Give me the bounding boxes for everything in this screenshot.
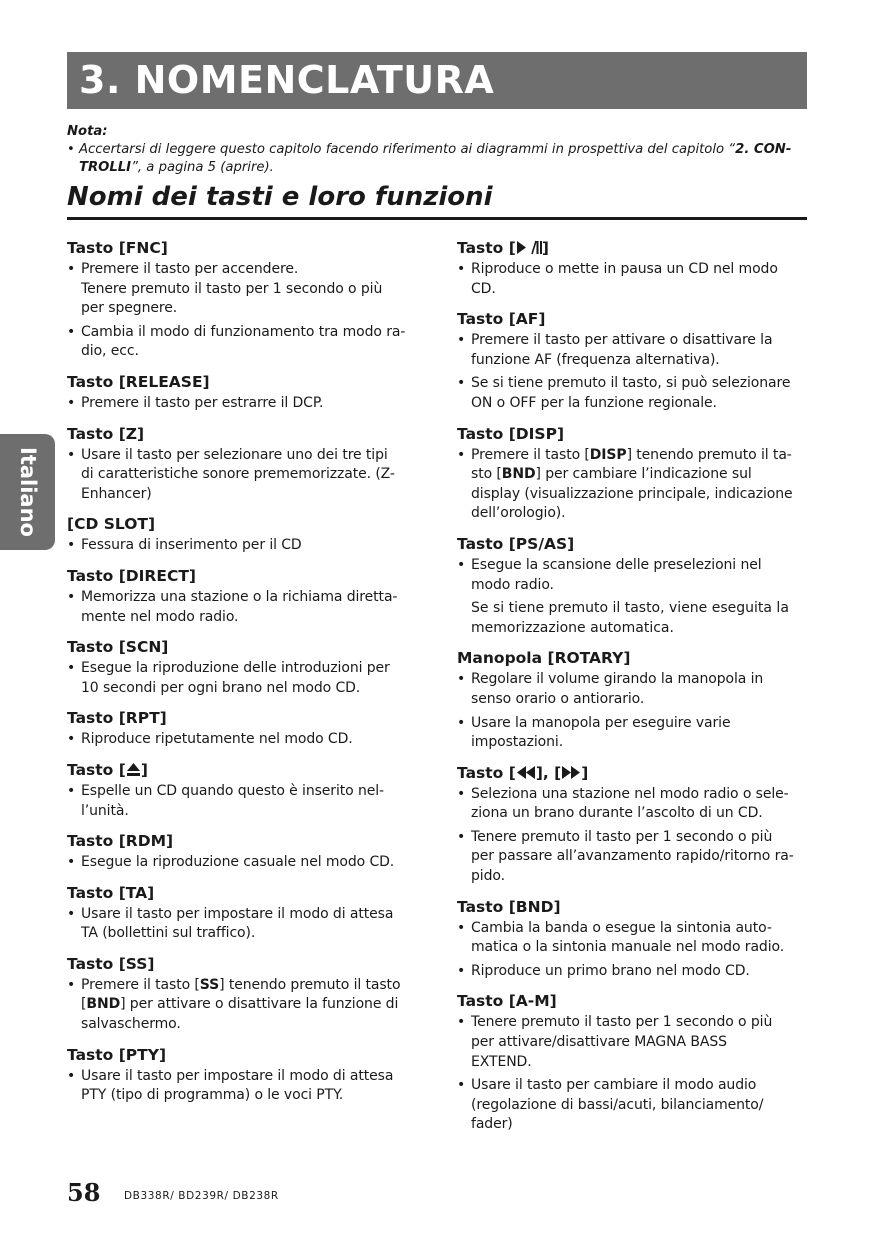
bullet: • Riproduce o mette in pausa un CD nel modo CD. — [457, 260, 809, 299]
entry-title: Tasto [SCN] — [67, 638, 169, 657]
entry-direct — [67, 565, 417, 627]
bullet: • Riproduce ripetutamente nel modo CD. — [67, 730, 417, 750]
entry-rpt — [67, 707, 417, 750]
bullet: • Regolare il volume girando la manopola in senso orario o antiorario. — [457, 670, 809, 709]
entry-ss — [67, 953, 417, 1035]
entry-title: Manopola [ROTARY] — [457, 649, 631, 668]
entry-fnc — [67, 237, 417, 362]
eject-icon — [126, 762, 141, 777]
bullet: • Premere il tasto per estrarre il DCP. — [67, 394, 417, 414]
fast-forward-icon — [561, 765, 581, 780]
bullet: • Cambia il modo di funzionamento tra modo ra- dio, ecc. — [67, 323, 417, 362]
entry-scn — [67, 636, 417, 698]
entry-rotary — [457, 647, 809, 752]
rewind-icon — [516, 765, 536, 780]
entry-disp — [457, 423, 809, 524]
note-title: Nota: — [67, 124, 108, 139]
entry-title: [CD SLOT] — [67, 515, 156, 534]
entry-cd-slot — [67, 513, 417, 556]
entry-title: Tasto [RDM] — [67, 832, 174, 851]
entry-title: Tasto [PS/AS] — [457, 534, 575, 553]
entry-title: Tasto [RELEASE] — [67, 372, 210, 391]
continuation-text: Se si tiene premuto il tasto, viene eseguita la memorizzazione automatica. — [471, 600, 789, 636]
bullet: • Se si tiene premuto il tasto, si può selezionare ON o OFF per la funzione regionale. — [457, 374, 809, 413]
entry-release — [67, 371, 417, 414]
bullet: • Espelle un CD quando questo è inserito nel- l’unità. — [67, 782, 417, 821]
bullet: • Esegue la riproduzione delle introduzioni per 10 secondi per ogni brano nel modo CD. — [67, 659, 417, 698]
bullet: • Memorizza una stazione o la richiama diretta- mente nel modo radio. — [67, 588, 417, 627]
entry-bnd — [457, 896, 809, 982]
entry-ps-as — [457, 533, 809, 638]
play-pause-icon — [516, 240, 542, 255]
entry-a-m — [457, 990, 809, 1135]
right-column — [457, 237, 809, 1144]
entry-title: Tasto [PTY] — [67, 1045, 167, 1064]
left-column — [67, 237, 417, 1115]
entry-play-pause — [457, 237, 809, 299]
entry-title: Tasto [DISP] — [457, 424, 565, 443]
bullet: • Premere il tasto [DISP] tenendo premuto il ta- sto [BND] per cambiare l’indicazione sul display (visualizzazione principale, indicazione dell’orologio). — [457, 446, 809, 524]
bullet: • Premere il tasto [SS] tenendo premuto il tasto [BND] per attivare o disattivare la funzione di salvaschermo. — [67, 976, 417, 1035]
entry-title: Tasto [Z] — [67, 424, 145, 443]
section-title: Nomi dei tasti e loro funzioni — [67, 180, 807, 220]
bullet: • Usare il tasto per cambiare il modo audio (regolazione di bassi/acuti, bilanciamento/ fader) — [457, 1076, 809, 1135]
bullet: • Usare il tasto per selezionare uno dei tre tipi di caratteristiche sonore prememorizzate. (Z- Enhancer) — [67, 446, 417, 505]
entry-title: Tasto [RPT] — [67, 709, 167, 728]
entry-title: Tasto [AF] — [457, 310, 546, 329]
entry-title: Tasto [BND] — [457, 897, 561, 916]
entry-title: Tasto [DIRECT] — [67, 566, 196, 585]
bullet: • Tenere premuto il tasto per 1 secondo o più per passare all’avanzamento rapido/ritorno ra- pido. — [457, 828, 809, 887]
chapter-header: 3. NOMENCLATURA — [67, 52, 807, 109]
entry-pty — [67, 1044, 417, 1106]
bullet: • Cambia la banda o esegue la sintonia auto- matica o la sintonia manuale nel modo radio. — [457, 919, 809, 958]
entry-title: Tasto [ ] — [457, 239, 549, 257]
language-tab — [0, 434, 55, 550]
entry-ta — [67, 882, 417, 944]
bullet: • Fessura di inserimento per il CD — [67, 536, 417, 556]
bullet: • Usare il tasto per impostare il modo di attesa TA (bollettini sul traffico). — [67, 905, 417, 944]
model-numbers: DB338R/ BD239R/ DB238R — [124, 1190, 279, 1202]
bullet: • Premere il tasto per accendere. Tenere premuto il tasto per 1 secondo o più per spegnere. — [67, 260, 417, 319]
bullet: • Esegue la scansione delle preselezioni nel modo radio. — [457, 556, 809, 595]
bullet: • Premere il tasto per attivare o disattivare la funzione AF (frequenza alternativa). — [457, 331, 809, 370]
language-tab-label: Italiano — [15, 447, 40, 537]
bullet: • Seleziona una stazione nel modo radio o sele- ziona un brano durante l’ascolto di un CD. — [457, 785, 809, 824]
bullet: • Usare il tasto per impostare il modo di attesa PTY (tipo di programma) o le voci PTY. — [67, 1067, 417, 1106]
entry-skip — [457, 762, 809, 887]
bullet: • Esegue la riproduzione casuale nel modo CD. — [67, 853, 417, 873]
note-text: • Accertarsi di leggere questo capitolo facendo riferimento ai diagrammi in prospettiva del capitolo “2. CON-TROLLI”, a pagina 5 (aprire). — [67, 142, 792, 175]
entry-title: Tasto [TA] — [67, 883, 155, 902]
entry-title: Tasto [ ] — [67, 760, 148, 779]
entry-title: Tasto [SS] — [67, 954, 155, 973]
entry-af — [457, 308, 809, 413]
entry-rdm — [67, 830, 417, 873]
entry-eject — [67, 759, 417, 821]
bullet: • Riproduce un primo brano nel modo CD. — [457, 962, 809, 982]
entry-title: Tasto [FNC] — [67, 239, 168, 257]
entry-title: Tasto [A-M] — [457, 992, 557, 1011]
entry-title: Tasto [ ], [ ] — [457, 763, 589, 782]
bullet: • Usare la manopola per eseguire varie impostazioni. — [457, 714, 809, 753]
bullet: • Tenere premuto il tasto per 1 secondo o più per attivare/disattivare MAGNA BASS EXTEND. — [457, 1013, 809, 1072]
page-number: 58 — [67, 1178, 101, 1207]
entry-z — [67, 423, 417, 505]
note-block — [67, 123, 807, 177]
